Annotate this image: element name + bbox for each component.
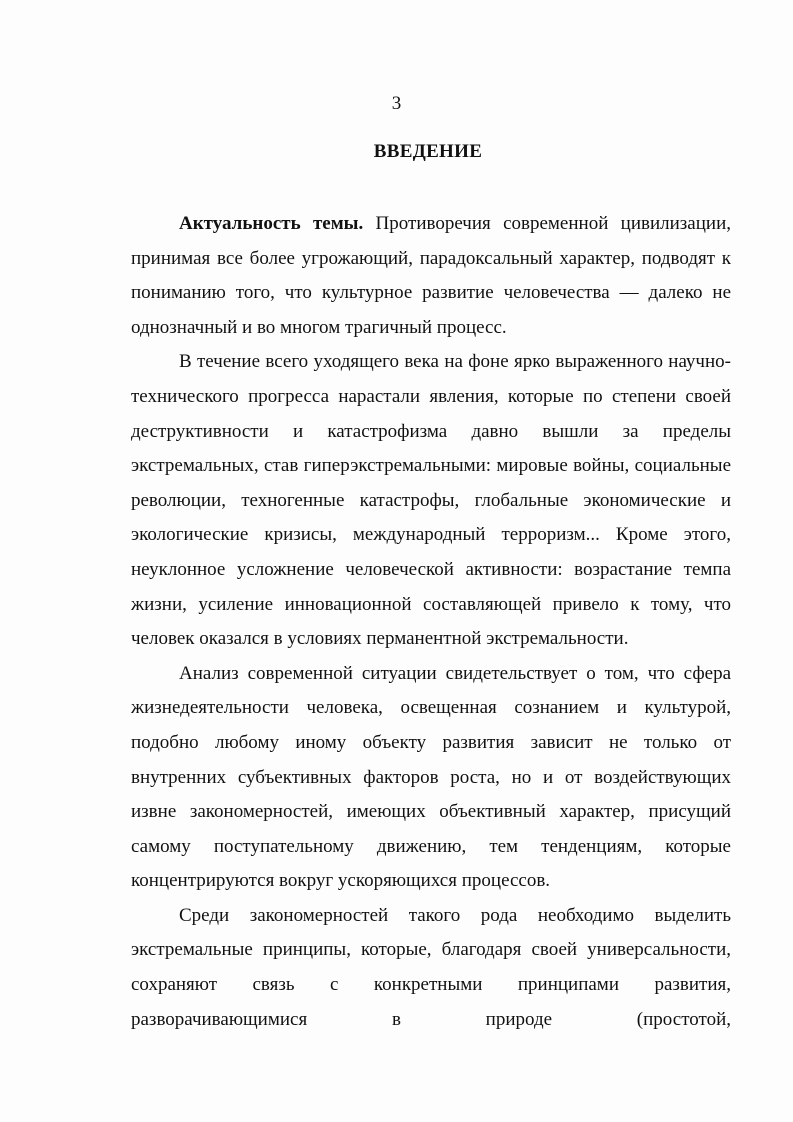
- paragraph-1-text: Противоречия современной цивилизации, принимая все более угрожающий, парадоксальный характер, подводят к пониманию того, что культурное развитие человечества — далеко не однозначный и во многом трагичный процесс.: [131, 213, 731, 338]
- page-number: 3: [391, 93, 402, 114]
- section-heading: ВВЕДЕНИЕ: [373, 141, 483, 162]
- paragraph-4: Среди закономерностей такого рода необходимо выделить экстремальные принципы, которые, благодаря своей универсальности, сохраняют связь с конкретными принципами развития, разворачивающимися в природе (простотой,: [131, 904, 731, 1030]
- paragraph-2: В течение всего уходящего века на фоне ярко выраженного научно-технического прогресса нарастали явления, которые по степени своей деструктивности и катастрофизма давно вышли за пределы экстремальных, став гиперэкстремальными: мировые войны, социальные революции, техногенные катастрофы, глобальные экономические и экологические кризисы, международный терроризм... Кроме этого, неуклонное усложнение человеческой активности: возрастание темпа жизни, усиление инновационной составляющей привело к тому, что человек оказался в условиях перманентной экстремальности.: [131, 351, 731, 650]
- paragraph-1: [131, 207, 731, 345]
- paragraph-3: Анализ современной ситуации свидетельствует о том, что сфера жизнедеятельности человека, освещенная сознанием и культурой, подобно любому иному объекту развития зависит не только от внутренних субъективных факторов роста, но и от воздействующих извне закономерностей, имеющих объективный характер, присущий самому поступательному движению, тем тенденциям, которые концентрируются вокруг ускоряющихся процессов.: [131, 662, 731, 892]
- paragraph-lead: Актуальность темы.: [179, 213, 364, 234]
- body-text: [131, 207, 731, 1037]
